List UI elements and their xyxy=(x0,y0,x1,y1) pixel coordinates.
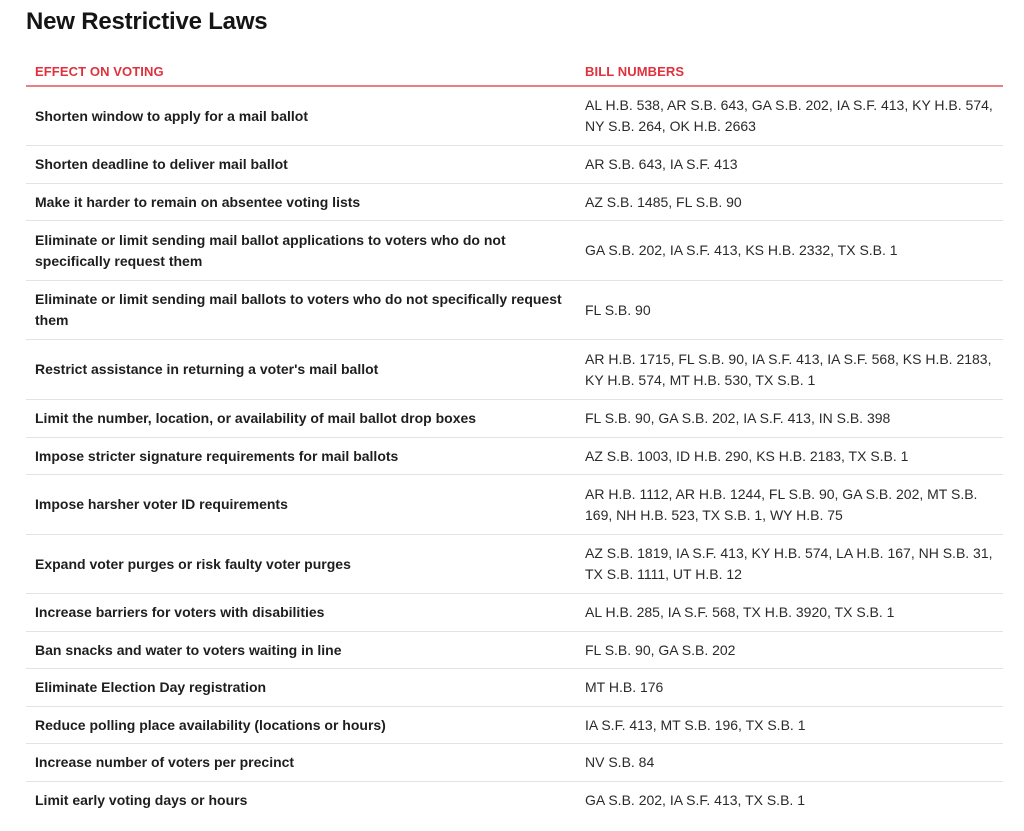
effect-cell: Restrict assistance in returning a voter's mail ballot xyxy=(35,361,379,377)
effect-cell: Expand voter purges or risk faulty voter purges xyxy=(35,555,351,572)
effect-cell: Reduce polling place availability (locations or hours) xyxy=(35,716,386,733)
table-row xyxy=(26,535,1003,594)
table-row xyxy=(26,669,1003,707)
effect-cell: Limit the number, location, or availability of mail ballot drop boxes xyxy=(35,410,477,426)
effect-cell: Increase number of voters per precinct xyxy=(35,754,295,770)
page-title: New Restrictive Laws xyxy=(26,8,268,35)
table-row xyxy=(26,87,1003,146)
bills-cell: FL S.B. 90 xyxy=(585,301,651,318)
column-header-effect: EFFECT ON VOTING xyxy=(35,63,164,79)
effect-cell: Make it harder to remain on absentee voting lists xyxy=(35,193,361,210)
bills-cell: MT H.B. 176 xyxy=(585,679,664,695)
effect-cell: Eliminate Election Day registration xyxy=(35,679,267,695)
bills-cell: AL H.B. 538, AR S.B. 643, GA S.B. 202, IA S.F. 413, KY H.B. 574, NY S.B. 264, OK H.B. 2663 xyxy=(585,97,993,134)
table-row xyxy=(26,340,1003,400)
bills-cell: IA S.F. 413, MT S.B. 196, TX S.B. 1 xyxy=(585,716,806,733)
bills-cell: GA S.B. 202, IA S.F. 413, KS H.B. 2332, TX S.B. 1 xyxy=(585,242,898,258)
table-row xyxy=(26,184,1003,221)
table-row xyxy=(26,707,1003,744)
effect-cell: Eliminate or limit sending mail ballots to voters who do not specifically request them xyxy=(35,291,562,328)
effect-cell: Shorten window to apply for a mail ballot xyxy=(35,107,309,124)
effect-cell: Increase barriers for voters with disabilities xyxy=(35,604,325,620)
effect-cell: Shorten deadline to deliver mail ballot xyxy=(35,156,288,172)
table-row xyxy=(26,438,1003,475)
column-header-bills: BILL NUMBERS xyxy=(585,63,685,79)
bills-cell: AZ S.B. 1485, FL S.B. 90 xyxy=(585,193,742,210)
effect-cell: Limit early voting days or hours xyxy=(35,792,248,808)
effect-cell: Impose harsher voter ID requirements xyxy=(35,496,288,512)
restrictive-laws-table xyxy=(26,57,1003,819)
table-row xyxy=(26,146,1003,184)
effect-cell: Eliminate or limit sending mail ballot applications to voters who do not specifically request them xyxy=(35,231,506,269)
bills-cell: AR H.B. 1715, FL S.B. 90, IA S.F. 413, IA S.F. 568, KS H.B. 2183, KY H.B. 574, MT H.B. 530, TX S.B. 1 xyxy=(585,350,992,388)
bills-cell: AR H.B. 1112, AR H.B. 1244, FL S.B. 90, GA S.B. 202, MT S.B. 169, NH H.B. 523, TX S.B. 1, WY H.B. 75 xyxy=(585,485,978,523)
table-row xyxy=(26,744,1003,782)
table-row xyxy=(26,475,1003,535)
table-row xyxy=(26,782,1003,819)
table-row xyxy=(26,594,1003,632)
bills-cell: FL S.B. 90, GA S.B. 202, IA S.F. 413, IN S.B. 398 xyxy=(585,410,891,426)
table-row xyxy=(26,632,1003,669)
bills-cell: AZ S.B. 1003, ID H.B. 290, KS H.B. 2183, TX S.B. 1 xyxy=(585,447,909,464)
table-row xyxy=(26,221,1003,281)
table-header xyxy=(26,57,1003,87)
bills-cell: AR S.B. 643, IA S.F. 413 xyxy=(585,156,738,172)
bills-cell: AZ S.B. 1819, IA S.F. 413, KY H.B. 574, LA H.B. 167, NH S.B. 31, TX S.B. 1111, UT H.B. 12 xyxy=(585,545,993,582)
bills-cell: AL H.B. 285, IA S.F. 568, TX H.B. 3920, TX S.B. 1 xyxy=(585,604,895,620)
bills-cell: GA S.B. 202, IA S.F. 413, TX S.B. 1 xyxy=(585,792,805,808)
bills-cell: FL S.B. 90, GA S.B. 202 xyxy=(585,641,736,658)
table-row xyxy=(26,400,1003,438)
effect-cell: Impose stricter signature requirements for mail ballots xyxy=(35,447,399,464)
bills-cell: NV S.B. 84 xyxy=(585,754,655,770)
effect-cell: Ban snacks and water to voters waiting in line xyxy=(35,641,342,658)
table-row xyxy=(26,281,1003,340)
